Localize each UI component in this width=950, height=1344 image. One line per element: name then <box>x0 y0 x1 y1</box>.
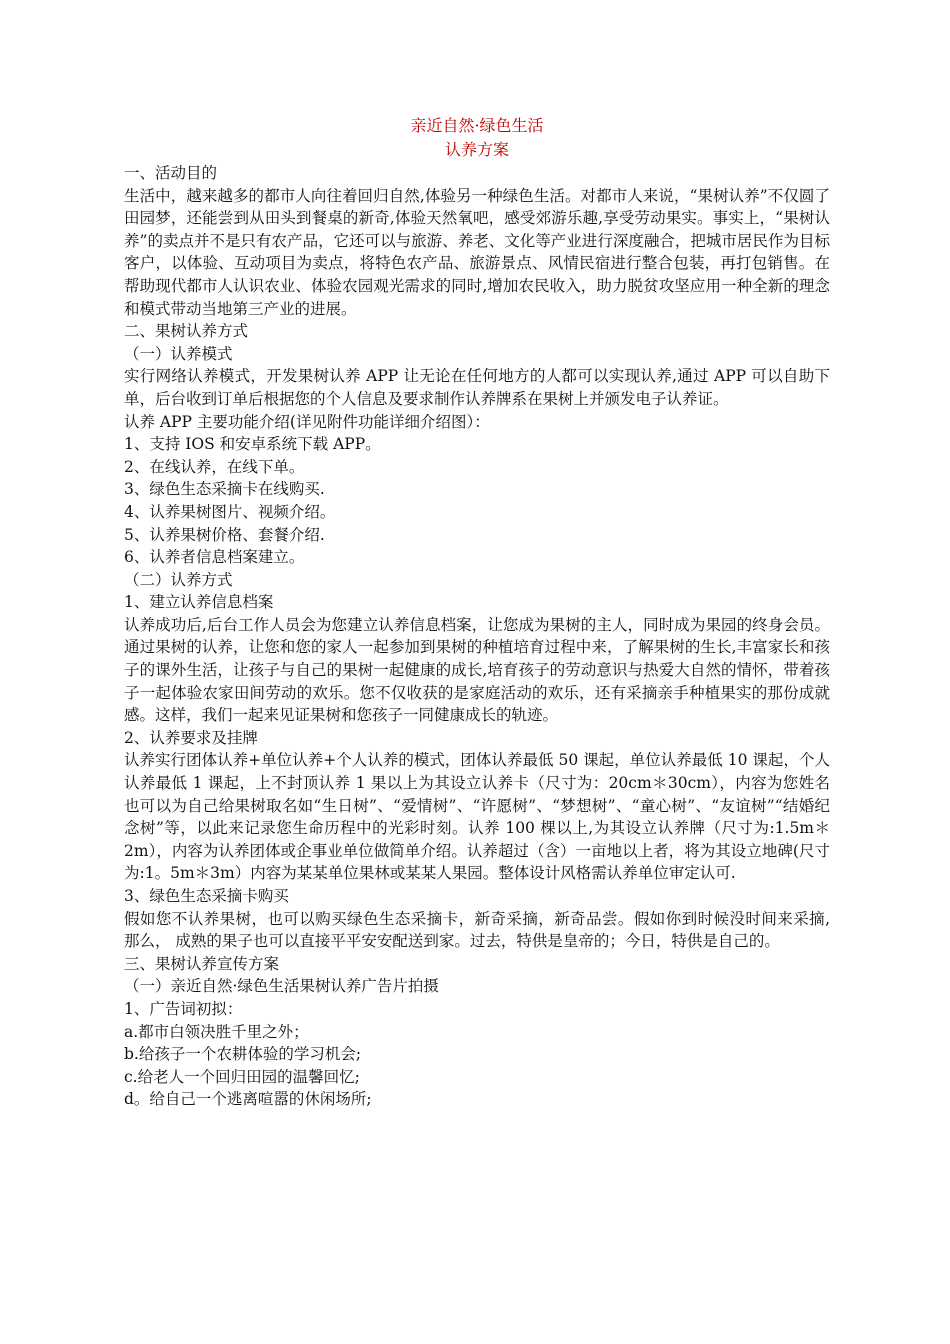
subheading-way: （二）认养方式 <box>124 570 233 589</box>
paragraph-purpose: 生活中，越来越多的都市人向往着回归自然,体验另一种绿色生活。对都市人来说，“果树认养”不仅圆了田园梦，还能尝到从田头到餐桌的新奇,体验天然氧吧，感受郊游乐趣,享受劳动果实。事实上，“果树认养”的卖点并不是只有农产品，它还可以与旅游、养老、文化等产业进行深度融合，把城市居民作为目标客户，以体验、互动项目为卖点，将特色农产品、旅游景点、风情民宿进行整合包装，再打包销售。在帮助现代都市人认识农业、体验农园观光需求的同时,增加农民收入，助力脱贫攻坚应用一种全新的理念和模式带动当地第三产业的进展。 <box>124 186 830 318</box>
list-item: 4、认养果树图片、视频介绍。 <box>124 502 336 521</box>
subheading-ad-film: （一）亲近自然·绿色生活果树认养广告片拍摄 <box>124 977 439 996</box>
paragraph-archive: 认养成功后,后台工作人员会为您建立认养信息档案，让您成为果树的主人，同时成为果园的终身会员。通过果树的认养，让您和您的家人一起参加到果树的种植培育过程中来，了解果树的生长,丰富家长和孩子的课外生活，让孩子与自己的果树一起健康的成长,培育孩子的劳动意识与热爱大自然的情怀，带着孩子一起体验农家田间劳动的欢乐。您不仅收获的是家庭活动的欢乐，还有采摘亲手种植果实的那份成就感。这样，我们一起来见证果树和您孩子一同健康成长的轨迹。 <box>124 615 830 725</box>
list-item: 6、认养者信息档案建立。 <box>124 548 305 567</box>
section-heading-purpose: 一、活动目的 <box>124 164 218 182</box>
list-item: b.给孩子一个农耕体验的学习机会; <box>124 1045 362 1064</box>
paragraph-model: 实行网络认养模式，开发果树认养 APP 让无论在任何地方的人都可以实现认养,通过 APP 可以自助下单，后台收到订单后根据您的个人信息及要求制作认养牌系在果树上并颁发电子认养证。 <box>124 367 830 408</box>
document-subtitle: 认养方案 <box>444 140 509 159</box>
paragraph-picking-card: 假如您不认养果树，也可以购买绿色生态采摘卡，新奇采摘，新奇品尝。假如你到时候没时间来采摘, 那么， 成熟的果子也可以直接平平安安配送到家。过去，特供是皇帝的；今日，特供是自己的。 <box>124 909 830 951</box>
section-heading-methods: 二、果树认养方式 <box>124 322 249 341</box>
document-page <box>124 114 830 1111</box>
document-title: 亲近自然·绿色生活 <box>410 116 544 135</box>
list-item: 1、支持 IOS 和安卓系统下载 APP。 <box>124 435 381 454</box>
item-heading-requirements: 2、认养要求及挂牌 <box>124 728 258 747</box>
app-features-intro: 认养 APP 主要功能介绍(详见附件功能详细介绍图）： <box>124 412 490 431</box>
item-heading-slogans: 1、广告词初拟： <box>124 999 243 1018</box>
item-heading-picking-card: 3、绿色生态采摘卡购买 <box>124 887 289 905</box>
list-item: d。给自己一个逃离喧嚣的休闲场所; <box>124 1090 372 1109</box>
list-item: 5、认养果树价格、套餐介绍. <box>124 525 325 544</box>
subheading-model: （一）认养模式 <box>124 344 233 363</box>
list-item: a.都市白领决胜千里之外； <box>124 1022 309 1041</box>
list-item: c.给老人一个回归田园的温馨回忆; <box>124 1067 360 1086</box>
section-heading-promotion: 三、果树认养宣传方案 <box>124 954 280 973</box>
item-heading-archive: 1、建立认养信息档案 <box>124 593 274 612</box>
paragraph-requirements: 认养实行团体认养+单位认养+个人认养的模式，团体认养最低 50 课起，单位认养最低 10 课起，个人认养最低 1 课起，上不封顶认养 1 果以上为其设立认养卡（尺寸为：20cm＊30cm），内容为您姓名也可以为自己给果树取名如“生日树”、“爱情树”、“许愿树”、“梦想树”、“童心树”、“友谊树”“结婚纪念树”等，以此来记录您生命历程中的光彩时刻。认养 100 棵以上,为其设立认养牌（尺寸为:1.5m＊2m），内容为认养团体或企事业单位做简单介绍。认养超过（含）一亩地以上者，将为其设立地碑(尺寸为:1。5m＊3m）内容为某某单位果林或某某人果园。整体设计风格需认养单位审定认可. <box>124 751 830 883</box>
list-item: 2、在线认养，在线下单。 <box>124 457 305 476</box>
list-item: 3、绿色生态采摘卡在线购买. <box>124 480 325 499</box>
